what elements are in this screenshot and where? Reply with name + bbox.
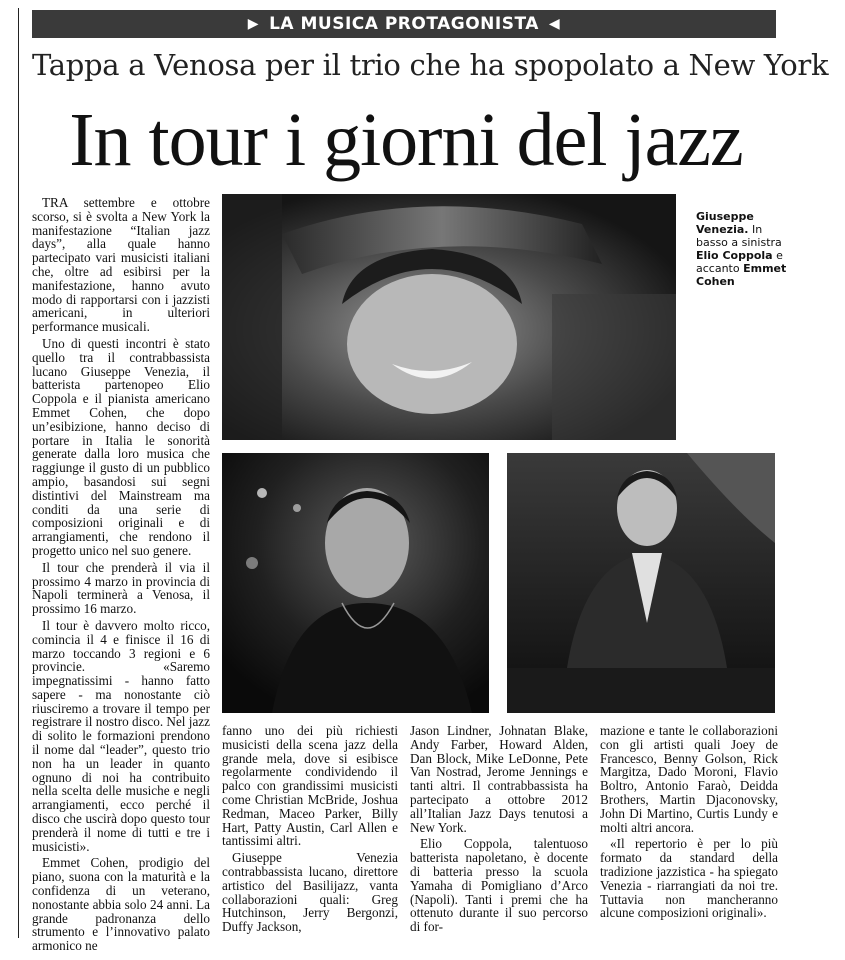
paragraph: Uno di questi incontri è stato quello tra il contrabbassista lucano Giuseppe Venezia, il batterista partenopeo Elio Coppola e il pianista americano Emmet Cohen, che dopo un’esibizione, hanno deciso di portare in Italia le sonorità generate dalla loro musica che raggiunge il gusto di un pubblico ampio, basandosi sui segni distintivi del Mainstream ma conditi da una serie di composizioni originali e di arrangiamenti, che rendono il progetto unico nel suo genere. — [32, 335, 210, 558]
paragraph: TRA settembre e ottobre scorso, si è svolta a New York la manifestazione “Italian jazz days”, alla quale hanno partecipato vari musicisti italiani che, oltre ad esibirsi per la manifestazione, hanno avuto modo di rapportarsi con i jazzisti americani, in ulteriori performance musicali. — [32, 195, 210, 335]
triangle-right-icon: ▶ — [247, 16, 260, 32]
caption-name-venezia: Giuseppe Venezia. — [696, 210, 754, 236]
article-subtitle: Tappa a Venosa per il trio che ha spopolato a New York — [32, 48, 829, 82]
triangle-left-icon: ◀ — [548, 16, 561, 32]
article-headline: In tour i giorni del jazz — [69, 98, 743, 182]
section-banner — [32, 10, 776, 38]
paragraph: Il tour che prenderà il via il prossimo 4 marzo in provincia di Napoli terminerà a Venosa, il prossimo 16 marzo. — [32, 559, 210, 617]
paragraph: Jason Lindner, Johnatan Blake, Andy Farber, Howard Alden, Dan Block, Mike LeDonne, Pete Van Nostrad, Jerome Jennings e tanti altri. Il contrabbassista ha partecipato a ottobre 2012 all’Italian Jazz Days tenutosi a New York. — [410, 723, 588, 835]
paragraph: mazione e tante le collaborazioni con gli artisti quali Joey de Francesco, Benny Golson, Rick Margitza, Dado Moroni, Flavio Boltro, Antonio Faraò, Deidda Brothers, Martin Djaconovsky, John Di Martino, Curtis Lundy e molti altri ancora. — [600, 723, 778, 835]
paragraph: «Il repertorio è per lo più formato da standard della tradizione jazzistica - ha spiegato Venezia - riarrangiati da noi tre. Tuttavia non mancheranno alcune composizioni originali». — [600, 836, 778, 921]
paragraph: Giuseppe Venezia contrabbassista lucano, direttore artistico del Basilijazz, vanta collaborazioni quali: Greg Hutchinson, Jerry Bergonzi, Duffy Jackson, — [222, 850, 398, 935]
article-column-3 — [410, 724, 588, 940]
photo-giuseppe-venezia — [222, 194, 676, 440]
section-label: LA MUSICA PROTAGONISTA — [269, 14, 539, 34]
bassist-photo-image — [222, 194, 676, 440]
pianist-photo-image — [507, 453, 775, 713]
left-rule — [18, 8, 19, 938]
article-column-1 — [32, 195, 210, 954]
paragraph: Emmet Cohen, prodigio del piano, suona con la maturità e la confidenza di un veterano, nonostante abbia solo 24 anni. La grande padronanza dello strumento e l’innovativo palato armonico ne — [32, 855, 210, 954]
caption-text: e accanto — [696, 249, 783, 275]
paragraph: Il tour è davvero molto ricco, comincia il 4 e finisce il 16 di marzo toccando 3 regioni e 6 provincie. «Saremo impegnatissimi - hanno fatto sapere - ma nonostante ciò riusciremo a trovare il tempo per registrare il nostro disco. Nel jazz di solito le formazioni prendono il nome dal “leader”, questo trio non ha un leader in quanto ognuno di noi ha contribuito nella scelta delle musiche e negli arrangiamenti, ecco perché il disco che uscirà dopo questo tour prenderà il nome di tutti e tre i musicisti». — [32, 617, 210, 854]
drummer-photo-image — [222, 453, 489, 713]
article-column-2 — [222, 724, 398, 940]
article-column-4 — [600, 724, 778, 940]
caption-text: In basso a sinistra — [696, 223, 782, 249]
photo-emmet-cohen — [507, 453, 775, 713]
paragraph: Elio Coppola, talentuoso batterista napoletano, è docente di batteria presso la scuola Yamaha di Pomigliano d’Arco (Napoli). Tanti i premi che ha ottenuto durante il suo percorso di for- — [410, 836, 588, 935]
photo-caption — [696, 210, 796, 288]
caption-name-cohen: Emmet Cohen — [696, 262, 787, 288]
photo-elio-coppola — [222, 453, 489, 713]
caption-name-coppola: Elio Coppola — [696, 249, 773, 262]
paragraph: fanno uno dei più richiesti musicisti della scena jazz della grande mela, dove si esibisce regolarmente condividendo il palco con grandissimi musicisti come Christian McBride, Joshua Redman, Maceo Parker, Billy Hart, Patty Austin, Carl Allen e tantissimi altri. — [222, 723, 398, 849]
